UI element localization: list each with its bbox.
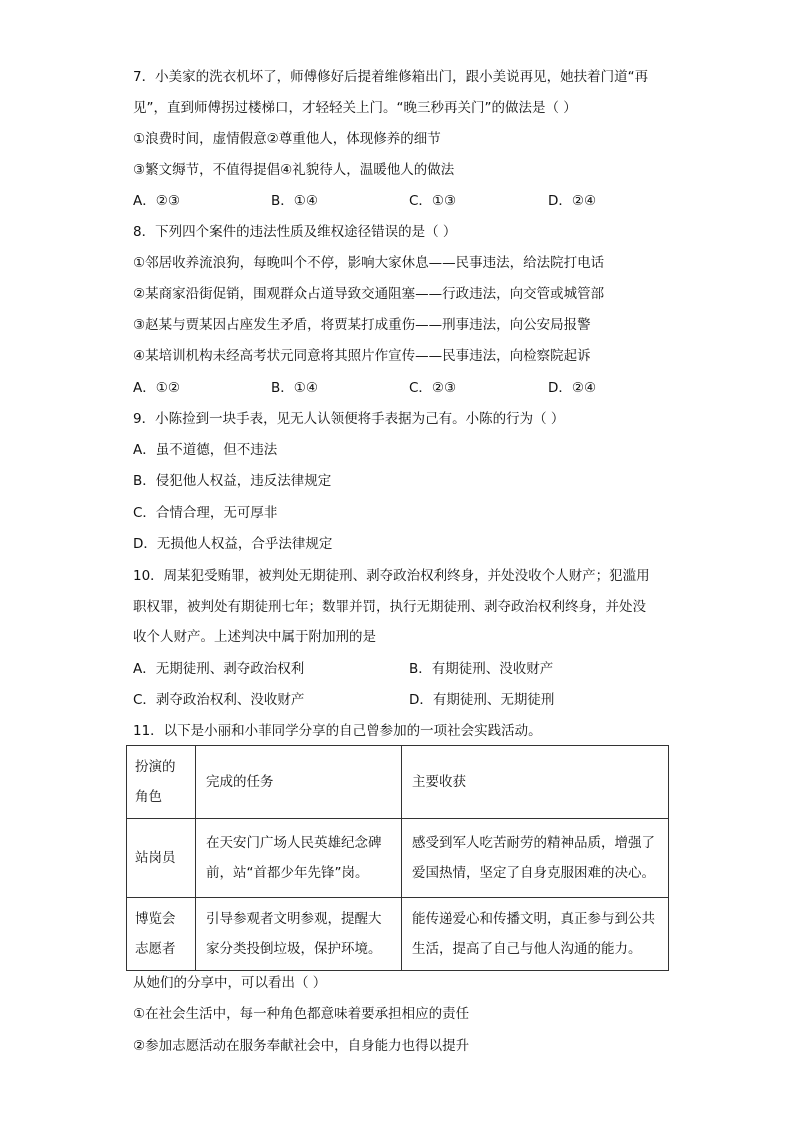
table-cell-role: 博览会志愿者 [127,898,196,971]
activity-table [126,745,669,971]
q8-option-d[interactable]: D．②④ [548,380,597,396]
q8-option-c[interactable]: C．②③ [409,380,457,396]
q7-option-a[interactable]: A．②③ [133,193,180,209]
q10-stem-line3: 收个人财产。上述判决中属于附加刑的是 [133,629,376,645]
q11-stem: 11．以下是小丽和小菲同学分享的自己曾参加的一项社会实践活动。 [133,723,542,739]
table-row [127,819,669,898]
table-header-cell: 完成的任务 [196,746,402,819]
table-cell-task: 引导参观者文明参观，提醒大家分类投倒垃圾，保护环境。 [196,898,402,971]
q10-option-b[interactable]: B．有期徒刑、没收财产 [409,661,554,677]
q8-item-2: ②某商家沿街促销，围观群众占道导致交通阻塞——行政违法，向交管或城管部 [133,286,605,302]
q10-option-c[interactable]: C．剥夺政治权利、没收财产 [133,692,305,708]
q10-option-a[interactable]: A．无期徒刑、剥夺政治权利 [133,661,305,677]
table-header-cell: 扮演的角色 [127,746,196,819]
q7-option-b[interactable]: B．①④ [271,193,318,209]
q8-stem: 8．下列四个案件的违法性质及维权途径错误的是（ ） [133,224,457,240]
q10-option-d[interactable]: D．有期徒刑、无期徒刑 [409,692,555,708]
q8-option-b[interactable]: B．①④ [271,380,318,396]
q7-item-line2: ③繁文缛节，不值得提倡④礼貌待人，温暖他人的做法 [133,162,455,178]
q8-option-a[interactable]: A．①② [133,380,180,396]
table-row [127,898,669,971]
q8-item-3: ③赵某与贾某因占座发生矛盾，将贾某打成重伤——刑事违法，向公安局报警 [133,317,591,333]
q7-item-line1: ①浪费时间，虚情假意②尊重他人，体现修养的细节 [133,131,441,147]
q7-option-d[interactable]: D．②④ [548,193,597,209]
q11-item-2: ②参加志愿活动在服务奉献社会中，自身能力也得以提升 [133,1038,470,1054]
table-cell-gain: 感受到军人吃苦耐劳的精神品质，增强了爱国热情，坚定了自身克服困难的决心。 [402,819,669,898]
q9-option-c[interactable]: C．合情合理，无可厚非 [133,505,278,521]
q9-option-a[interactable]: A．虽不道德，但不违法 [133,442,278,458]
q7-stem-line1: 7．小美家的洗衣机坏了，师傅修好后提着维修箱出门，跟小美说再见，她扶着门道“再 [133,69,649,85]
table-cell-gain: 能传递爱心和传播文明，真正参与到公共生活，提高了自己与他人沟通的能力。 [402,898,669,971]
table-header-row [127,746,669,819]
q7-stem-line2: 见”，直到师傅拐过楼梯口，才轻轻关上门。“晚三秒再关门”的做法是（ ） [133,100,577,116]
q11-follow-up: 从她们的分享中，可以看出（ ） [133,975,327,991]
table-cell-task: 在天安门广场人民英雄纪念碑前，站“首都少年先锋”岗。 [196,819,402,898]
q8-item-1: ①邻居收养流浪狗，每晚叫个不停，影响大家休息——民事违法，给法院打电话 [133,255,605,271]
table-cell-role: 站岗员 [127,819,196,898]
q10-stem-line2: 职权罪，被判处有期徒刑七年；数罪并罚，执行无期徒刑、剥夺政治权利终身，并处没 [133,599,646,615]
q11-item-1: ①在社会生活中，每一种角色都意味着要承担相应的责任 [133,1006,470,1022]
q8-item-4: ④某培训机构未经高考状元同意将其照片作宣传——民事违法，向检察院起诉 [133,348,591,364]
table-header-cell: 主要收获 [402,746,669,819]
q7-option-c[interactable]: C．①③ [409,193,457,209]
q9-option-b[interactable]: B．侵犯他人权益，违反法律规定 [133,473,332,489]
q9-stem: 9．小陈捡到一块手表，见无人认领便将手表据为己有。小陈的行为（ ） [133,411,565,427]
q10-stem-line1: 10．周某犯受贿罪，被判处无期徒刑、剥夺政治权利终身，并处没收个人财产；犯滥用 [133,568,650,584]
q9-option-d[interactable]: D．无损他人权益，合乎法律规定 [133,536,333,552]
